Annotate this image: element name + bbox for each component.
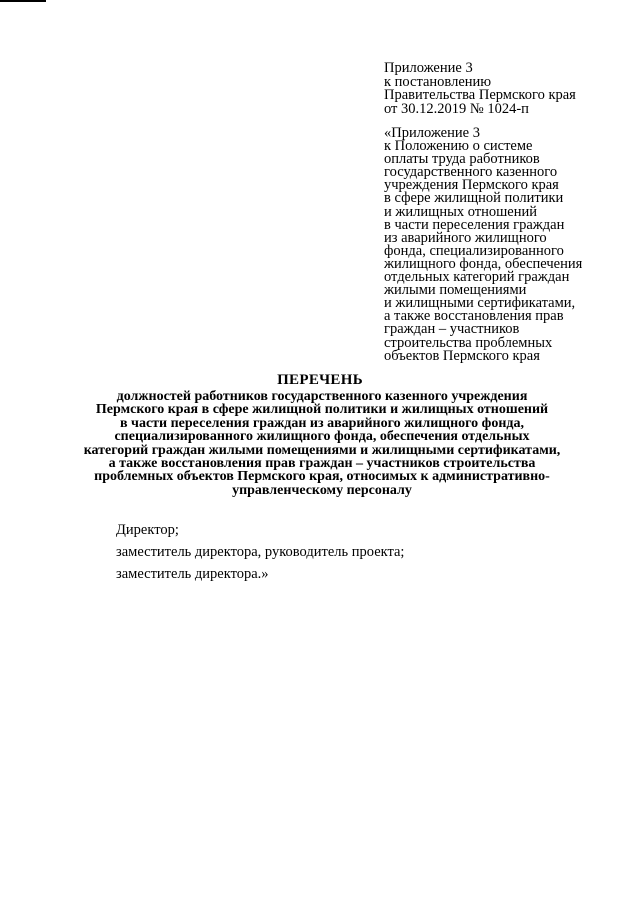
subtitle-line: специализированного жилищного фонда, обеспечения отдельных (114, 429, 530, 445)
document-title: ПЕРЕЧЕНЬ (277, 372, 363, 388)
nested-appendix-line: и жилищными сертификатами, (384, 295, 576, 312)
subtitle-line: проблемных объектов Пермского края, относимых к административно- (94, 469, 550, 485)
appendix-header-line: Правительства Пермского края (384, 87, 576, 104)
nested-appendix-header (384, 127, 614, 363)
position-item: заместитель директора, руководитель проекта; (116, 544, 405, 560)
subtitle-line: категорий граждан жилыми помещениями и жилищными сертификатами, (83, 442, 561, 458)
nested-appendix-line: оплаты труда работников (384, 151, 540, 168)
nested-appendix-line: из аварийного жилищного (384, 229, 547, 246)
subtitle-line: управленческому персоналу (232, 482, 412, 498)
nested-appendix-line: жилищного фонда, обеспечения (384, 255, 583, 272)
nested-appendix-line: и жилищных отношений (384, 203, 537, 220)
document-subtitle (80, 390, 564, 497)
nested-appendix-line: государственного казенного (384, 164, 558, 181)
subtitle-line: должностей работников государственного казенного учреждения (116, 389, 528, 404)
subtitle-line: а также восстановления прав граждан – участников строительства (108, 456, 536, 472)
position-item: Директор; (116, 522, 179, 538)
appendix-header-line: Приложение 3 (384, 60, 473, 76)
nested-appendix-line: учреждения Пермского края (384, 177, 559, 194)
nested-appendix-line: к Положению о системе (384, 138, 533, 155)
appendix-header-line: к постановлению (384, 73, 492, 90)
appendix-header-line: от 30.12.2019 № 1024-п (384, 100, 529, 117)
nested-appendix-line: а также восстановления прав (384, 308, 564, 325)
nested-appendix-line: жилыми помещениями (384, 282, 527, 299)
nested-appendix-line: строительства проблемных (384, 334, 553, 351)
subtitle-line: Пермского края в сфере жилищной политики и жилищных отношений (95, 402, 549, 418)
nested-appendix-line: в части переселения граждан (384, 216, 565, 233)
nested-appendix-line: «Приложение 3 (384, 125, 480, 141)
position-item: заместитель директора.» (116, 566, 269, 582)
subtitle-line: в части переселения граждан из аварийного жилищного фонда, (120, 415, 524, 431)
nested-appendix-line: фонда, специализированного (384, 242, 564, 259)
nested-appendix-line: граждан – участников (384, 321, 520, 338)
scan-edge-mark (0, 0, 46, 2)
nested-appendix-line: отдельных категорий граждан (384, 269, 570, 286)
nested-appendix-line: в сфере жилищной политики (384, 190, 564, 207)
nested-appendix-line: объектов Пермского края (384, 347, 540, 364)
positions-list (116, 522, 576, 588)
appendix-header (384, 62, 614, 116)
